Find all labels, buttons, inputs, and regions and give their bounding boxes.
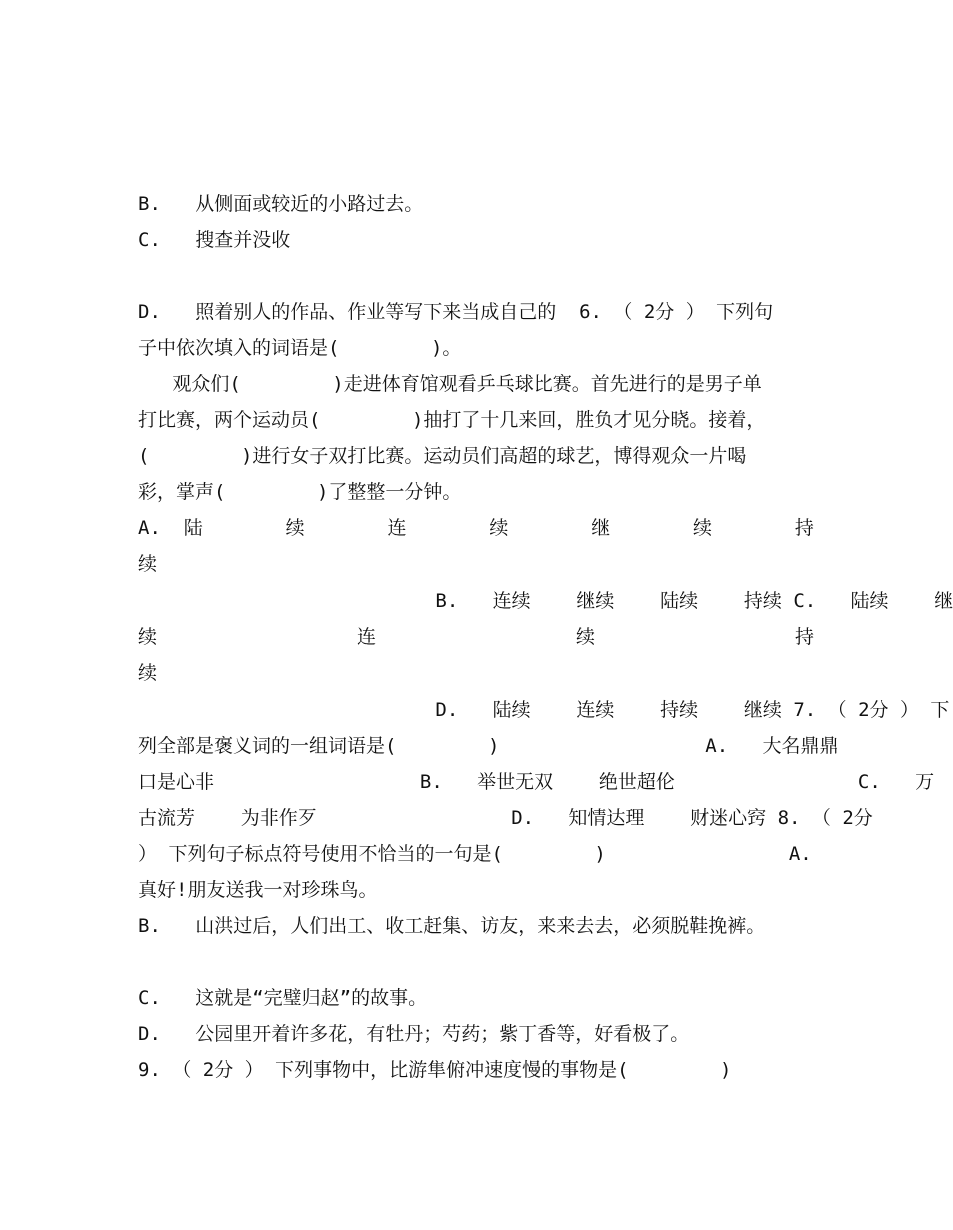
- option-c-word-1: 续: [138, 626, 158, 648]
- passage-line-4: 彩，掌声( )了整整一分钟。: [138, 481, 462, 503]
- option-c-word-4: 持: [794, 626, 814, 648]
- option-c-line: C. 搜查并没收: [138, 229, 291, 251]
- question-8-option-b-line: B. 山洪过后，人们出工、收工赶集、访友，来来去去，必须脱鞋挽裤。: [138, 915, 766, 937]
- option-a-word-3: 连: [387, 517, 407, 539]
- question-9-prompt-line: 9. （ 2分 ） 下列事物中，比游隼俯冲速度慢的事物是( ): [138, 1059, 732, 1081]
- question-6-option-a-line: [138, 515, 814, 541]
- option-a-word-1: A. 陆: [138, 517, 203, 539]
- question-8-option-d-line: D. 公园里开着许多花，有牡丹；芍药；紫丁香等，好看极了。: [138, 1023, 690, 1045]
- passage-line-2: 打比赛，两个运动员( )抽打了十几来回，胜负才见分晓。接着，: [138, 409, 766, 431]
- option-a-word-7: 持: [794, 517, 814, 539]
- option-a-word-6: 续: [693, 517, 713, 539]
- question-6-prompt-line: 子中依次填入的词语是( )。: [138, 337, 462, 359]
- passage-line-1: 观众们( )走进体育馆观看乒乓球比赛。首先进行的是男子单: [138, 373, 762, 395]
- option-a-word-2: 续: [285, 517, 305, 539]
- option-b-line: B. 从侧面或较近的小路过去。: [138, 193, 424, 215]
- question-8-prompt-line: ） 下列句子标点符号使用不恰当的一句是( ) A.: [138, 843, 812, 865]
- question-8-option-a-line: 真好!朋友送我一对珍珠鸟。: [138, 879, 378, 901]
- question-7-prompt-line: 列全部是褒义词的一组词语是( ) A. 大名鼎鼎: [138, 735, 839, 757]
- option-c-wrap-line: 续: [138, 662, 158, 684]
- question-6-option-bc-line: B. 连续 继续 陆续 持续 C. 陆续 继: [138, 590, 953, 612]
- option-d-question-7-line: D. 陆续 连续 持续 继续 7. （ 2分 ） 下: [138, 699, 950, 721]
- option-a-word-4: 续: [489, 517, 509, 539]
- question-7-options-line-1: 口是心非 B. 举世无双 绝世超伦 C. 万: [138, 771, 935, 793]
- option-c-word-2: 连: [356, 626, 376, 648]
- option-a-wrap-line: 续: [138, 553, 158, 575]
- option-c-continuation-line: [138, 624, 814, 650]
- passage-line-3: ( )进行女子双打比赛。运动员们高超的球艺，博得观众一片喝: [138, 445, 747, 467]
- question-8-option-c-line: C. 这就是“完璧归赵”的故事。: [138, 987, 428, 1009]
- option-c-word-3: 续: [575, 626, 595, 648]
- option-a-word-5: 继: [591, 517, 611, 539]
- option-d-question-6-line: D. 照着别人的作品、作业等写下来当成自己的 6. （ 2分 ） 下列句: [138, 301, 774, 323]
- question-7-options-line-2: 古流芳 为非作歹 D. 知情达理 财迷心窍 8. （ 2分: [138, 807, 873, 829]
